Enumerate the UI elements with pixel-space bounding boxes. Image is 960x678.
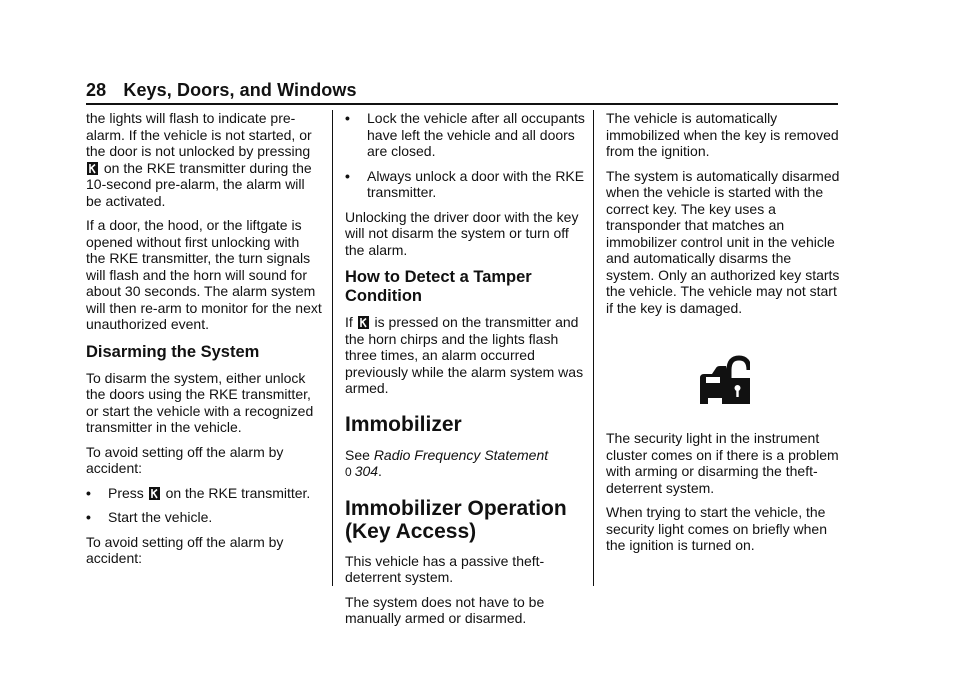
- chapter-heading: [345, 497, 585, 543]
- paragraph: The system does not have to be manually armed or disarmed.: [345, 593, 545, 626]
- text: .: [378, 463, 382, 479]
- rke-unlock-icon: [358, 316, 369, 329]
- list-item-text: Start the vehicle.: [108, 509, 213, 525]
- list-item-text: Always unlock a door with the RKE transmitter.: [367, 167, 585, 200]
- paragraph: This vehicle has a passive theft-deterrent system.: [345, 552, 545, 585]
- column-3: [606, 110, 842, 562]
- heading-line: (Key Access): [345, 519, 477, 543]
- paragraph: To disarm the system, either unlock the doors using the RKE transmitter, or start the vehicle with a recognized transmitter in the vehicle.: [86, 369, 314, 435]
- list-item-text: Lock the vehicle after all occupants have left the vehicle and all doors are closed.: [367, 110, 585, 159]
- paragraph: [86, 110, 322, 209]
- paragraph: The security light in the instrument cluster comes on if there is a problem with arming or disarming the theft-deterrent system.: [606, 430, 839, 496]
- xref-link[interactable]: Radio Frequency Statement: [373, 446, 549, 463]
- column-divider: [593, 110, 594, 586]
- xref-arrow-icon: 0: [345, 465, 352, 479]
- heading-line: Immobilizer Operation: [345, 496, 567, 520]
- column-divider: [332, 110, 333, 586]
- list-item-text: [108, 485, 322, 502]
- bullet-dot: •: [86, 484, 91, 501]
- security-light-icon: [698, 354, 750, 406]
- paragraph: When trying to start the vehicle, the security light comes on briefly when the ignition is turned on.: [606, 504, 827, 553]
- column-2: [345, 110, 585, 635]
- list-item: [345, 110, 585, 160]
- list-item: [86, 485, 322, 502]
- bullet-dot: •: [86, 509, 91, 525]
- xref-page[interactable]: 304: [354, 463, 379, 479]
- list-item: [86, 509, 322, 526]
- paragraph: To avoid setting off the alarm by accident:: [86, 533, 284, 566]
- bullet-dot: •: [345, 110, 350, 126]
- header-rule: [86, 103, 838, 105]
- chapter-title: Keys, Doors, and Windows: [123, 80, 357, 100]
- text: on the RKE transmitter.: [161, 484, 311, 501]
- text: is pressed on the transmitter and the horn chirps and the lights flash three times, an alarm occurred previously while the alarm system was armed.: [345, 314, 584, 396]
- paragraph: Unlocking the driver door with the key will not disarm the system or turn off the alarm.: [345, 208, 579, 258]
- text: See: [345, 446, 374, 463]
- section-heading: Disarming the System: [86, 342, 260, 361]
- section-heading: How to Detect a Tamper Condition: [345, 268, 532, 305]
- cross-reference: [345, 447, 585, 481]
- list-item: [345, 168, 585, 201]
- text: the lights will flash to indicate pre-alarm. If the vehicle is not started, or the door is not unlocked by pressing: [86, 110, 312, 159]
- chapter-heading: Immobilizer: [345, 412, 462, 436]
- paragraph: If a door, the hood, or the liftgate is opened without first unlocking with the RKE transmitter, the turn signals will flash and the horn will sound for about 30 seconds. The alarm system will then re-arm to monitor for the next unauthorized event.: [86, 217, 322, 332]
- security-light-figure: [606, 354, 842, 408]
- paragraph: To avoid setting off the alarm by accident:: [86, 443, 284, 476]
- rke-unlock-icon: [149, 487, 160, 500]
- page-header: [86, 80, 357, 101]
- rke-unlock-icon: [87, 162, 98, 175]
- paragraph: The system is automatically disarmed when the vehicle is started with the correct key. The key uses a transponder that matches an immobilizer control unit in the vehicle and automatically disarms the system. Only an authorized key starts the vehicle. The vehicle may not start if the key is damaged.: [606, 167, 840, 316]
- bullet-dot: •: [345, 167, 350, 184]
- page-number: 28: [86, 80, 107, 100]
- text: on the RKE transmitter during the 10-second pre-alarm, the alarm will be activated.: [86, 159, 312, 209]
- text: If: [345, 314, 357, 330]
- paragraph: The vehicle is automatically immobilized when the key is removed from the ignition.: [606, 110, 839, 159]
- column-1: [86, 110, 322, 575]
- paragraph: [345, 314, 585, 397]
- text: Press: [108, 484, 148, 501]
